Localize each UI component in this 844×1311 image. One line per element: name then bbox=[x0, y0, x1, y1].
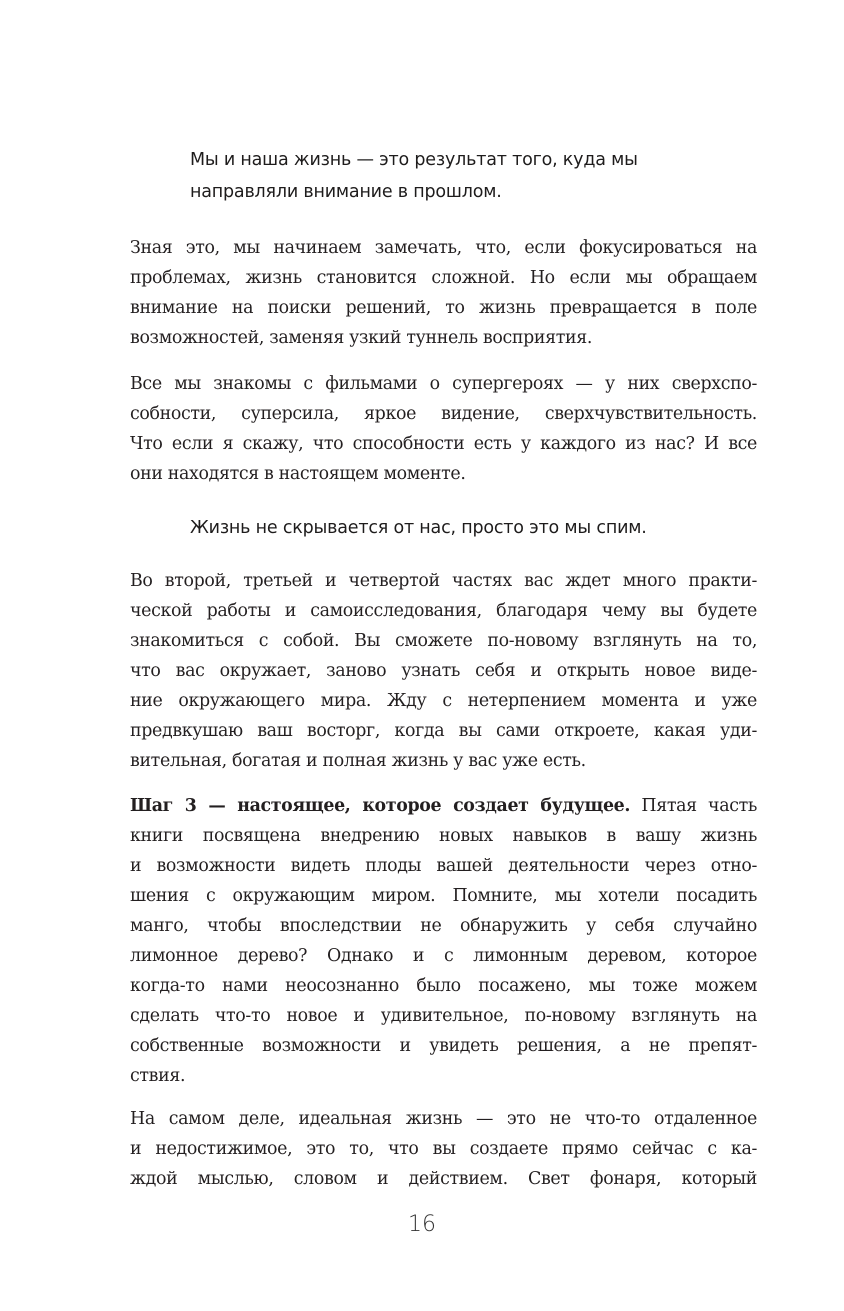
paragraph-2 bbox=[130, 369, 757, 489]
text-line: внимание на поиски решений, то жизнь превращается в поле bbox=[130, 298, 757, 318]
text-line: и недостижимое, это то, что вы создаете прямо сейчас с ка- bbox=[130, 1139, 757, 1159]
page-number: 16 bbox=[408, 1212, 436, 1237]
text-line: Все мы знакомы с фильмами о супергероях — у них сверхспо- bbox=[130, 374, 757, 394]
text-line: сделать что-то новое и удивительное, по-новому взглянуть на bbox=[130, 1006, 757, 1026]
text-line: книги посвящена внедрению новых навыков в вашу жизнь bbox=[130, 826, 757, 846]
text-line: возможностей, заменяя узкий туннель восприятия. bbox=[130, 328, 593, 348]
pull-quote-2 bbox=[190, 512, 647, 544]
text-line: ждой мыслью, словом и действием. Свет фонаря, который bbox=[130, 1169, 757, 1189]
text-line: предвкушаю ваш восторг, когда вы сами откроете, какая уди- bbox=[130, 721, 757, 741]
text-line: Что если я скажу, что способности есть у каждого из нас? И все bbox=[130, 434, 757, 454]
pull-quote-1 bbox=[190, 144, 638, 208]
text-line: ние окружающего мира. Жду с нетерпением момента и уже bbox=[130, 691, 757, 711]
paragraph-1 bbox=[130, 233, 757, 353]
text-line: собности, суперсила, яркое видение, сверхчувствительность. bbox=[130, 404, 757, 424]
quote-line: Мы и наша жизнь — это результат того, куда мы bbox=[190, 150, 638, 170]
text-line bbox=[130, 791, 757, 821]
paragraph-3 bbox=[130, 566, 757, 776]
text-line: вительная, богатая и полная жизнь у вас уже есть. bbox=[130, 751, 586, 771]
text-line: когда-то нами неосознанно было посажено, мы тоже можем bbox=[130, 976, 757, 996]
text-line: манго, чтобы впоследствии не обнаружить у себя случайно bbox=[130, 916, 757, 936]
text-line: собственные возможности и увидеть решения, а не препят- bbox=[130, 1036, 757, 1056]
paragraph-4 bbox=[130, 791, 757, 1091]
text-line: проблемах, жизнь становится сложной. Но если мы обращаем bbox=[130, 268, 757, 288]
text-line: знакомиться с собой. Вы сможете по-новому взглянуть на то, bbox=[130, 631, 757, 651]
text-fragment: Пятая часть bbox=[630, 796, 757, 816]
text-line: Зная это, мы начинаем замечать, что, если фокусироваться на bbox=[130, 238, 757, 258]
text-line: На самом деле, идеальная жизнь — это не что-то отдаленное bbox=[130, 1109, 757, 1129]
quote-line: Жизнь не скрывается от нас, просто это мы спим. bbox=[190, 518, 647, 538]
text-line: шения с окружающим миром. Помните, мы хотели посадить bbox=[130, 886, 757, 906]
text-line: Во второй, третьей и четвертой частях вас ждет много практи- bbox=[130, 571, 757, 591]
text-line: они находятся в настоящем моменте. bbox=[130, 464, 466, 484]
text-line: ствия. bbox=[130, 1066, 186, 1086]
text-line: и возможности видеть плоды вашей деятельности через отно- bbox=[130, 856, 757, 876]
text-line: что вас окружает, заново узнать себя и открыть новое виде- bbox=[130, 661, 757, 681]
text-line: ческой работы и самоисследования, благодаря чему вы будете bbox=[130, 601, 757, 621]
paragraph-5 bbox=[130, 1104, 757, 1194]
quote-line: направляли внимание в прошлом. bbox=[190, 182, 502, 202]
text-line: лимонное дерево? Однако и с лимонным деревом, которое bbox=[130, 946, 757, 966]
step-heading: Шаг 3 — настоящее, которое создает будущее. bbox=[130, 796, 631, 816]
